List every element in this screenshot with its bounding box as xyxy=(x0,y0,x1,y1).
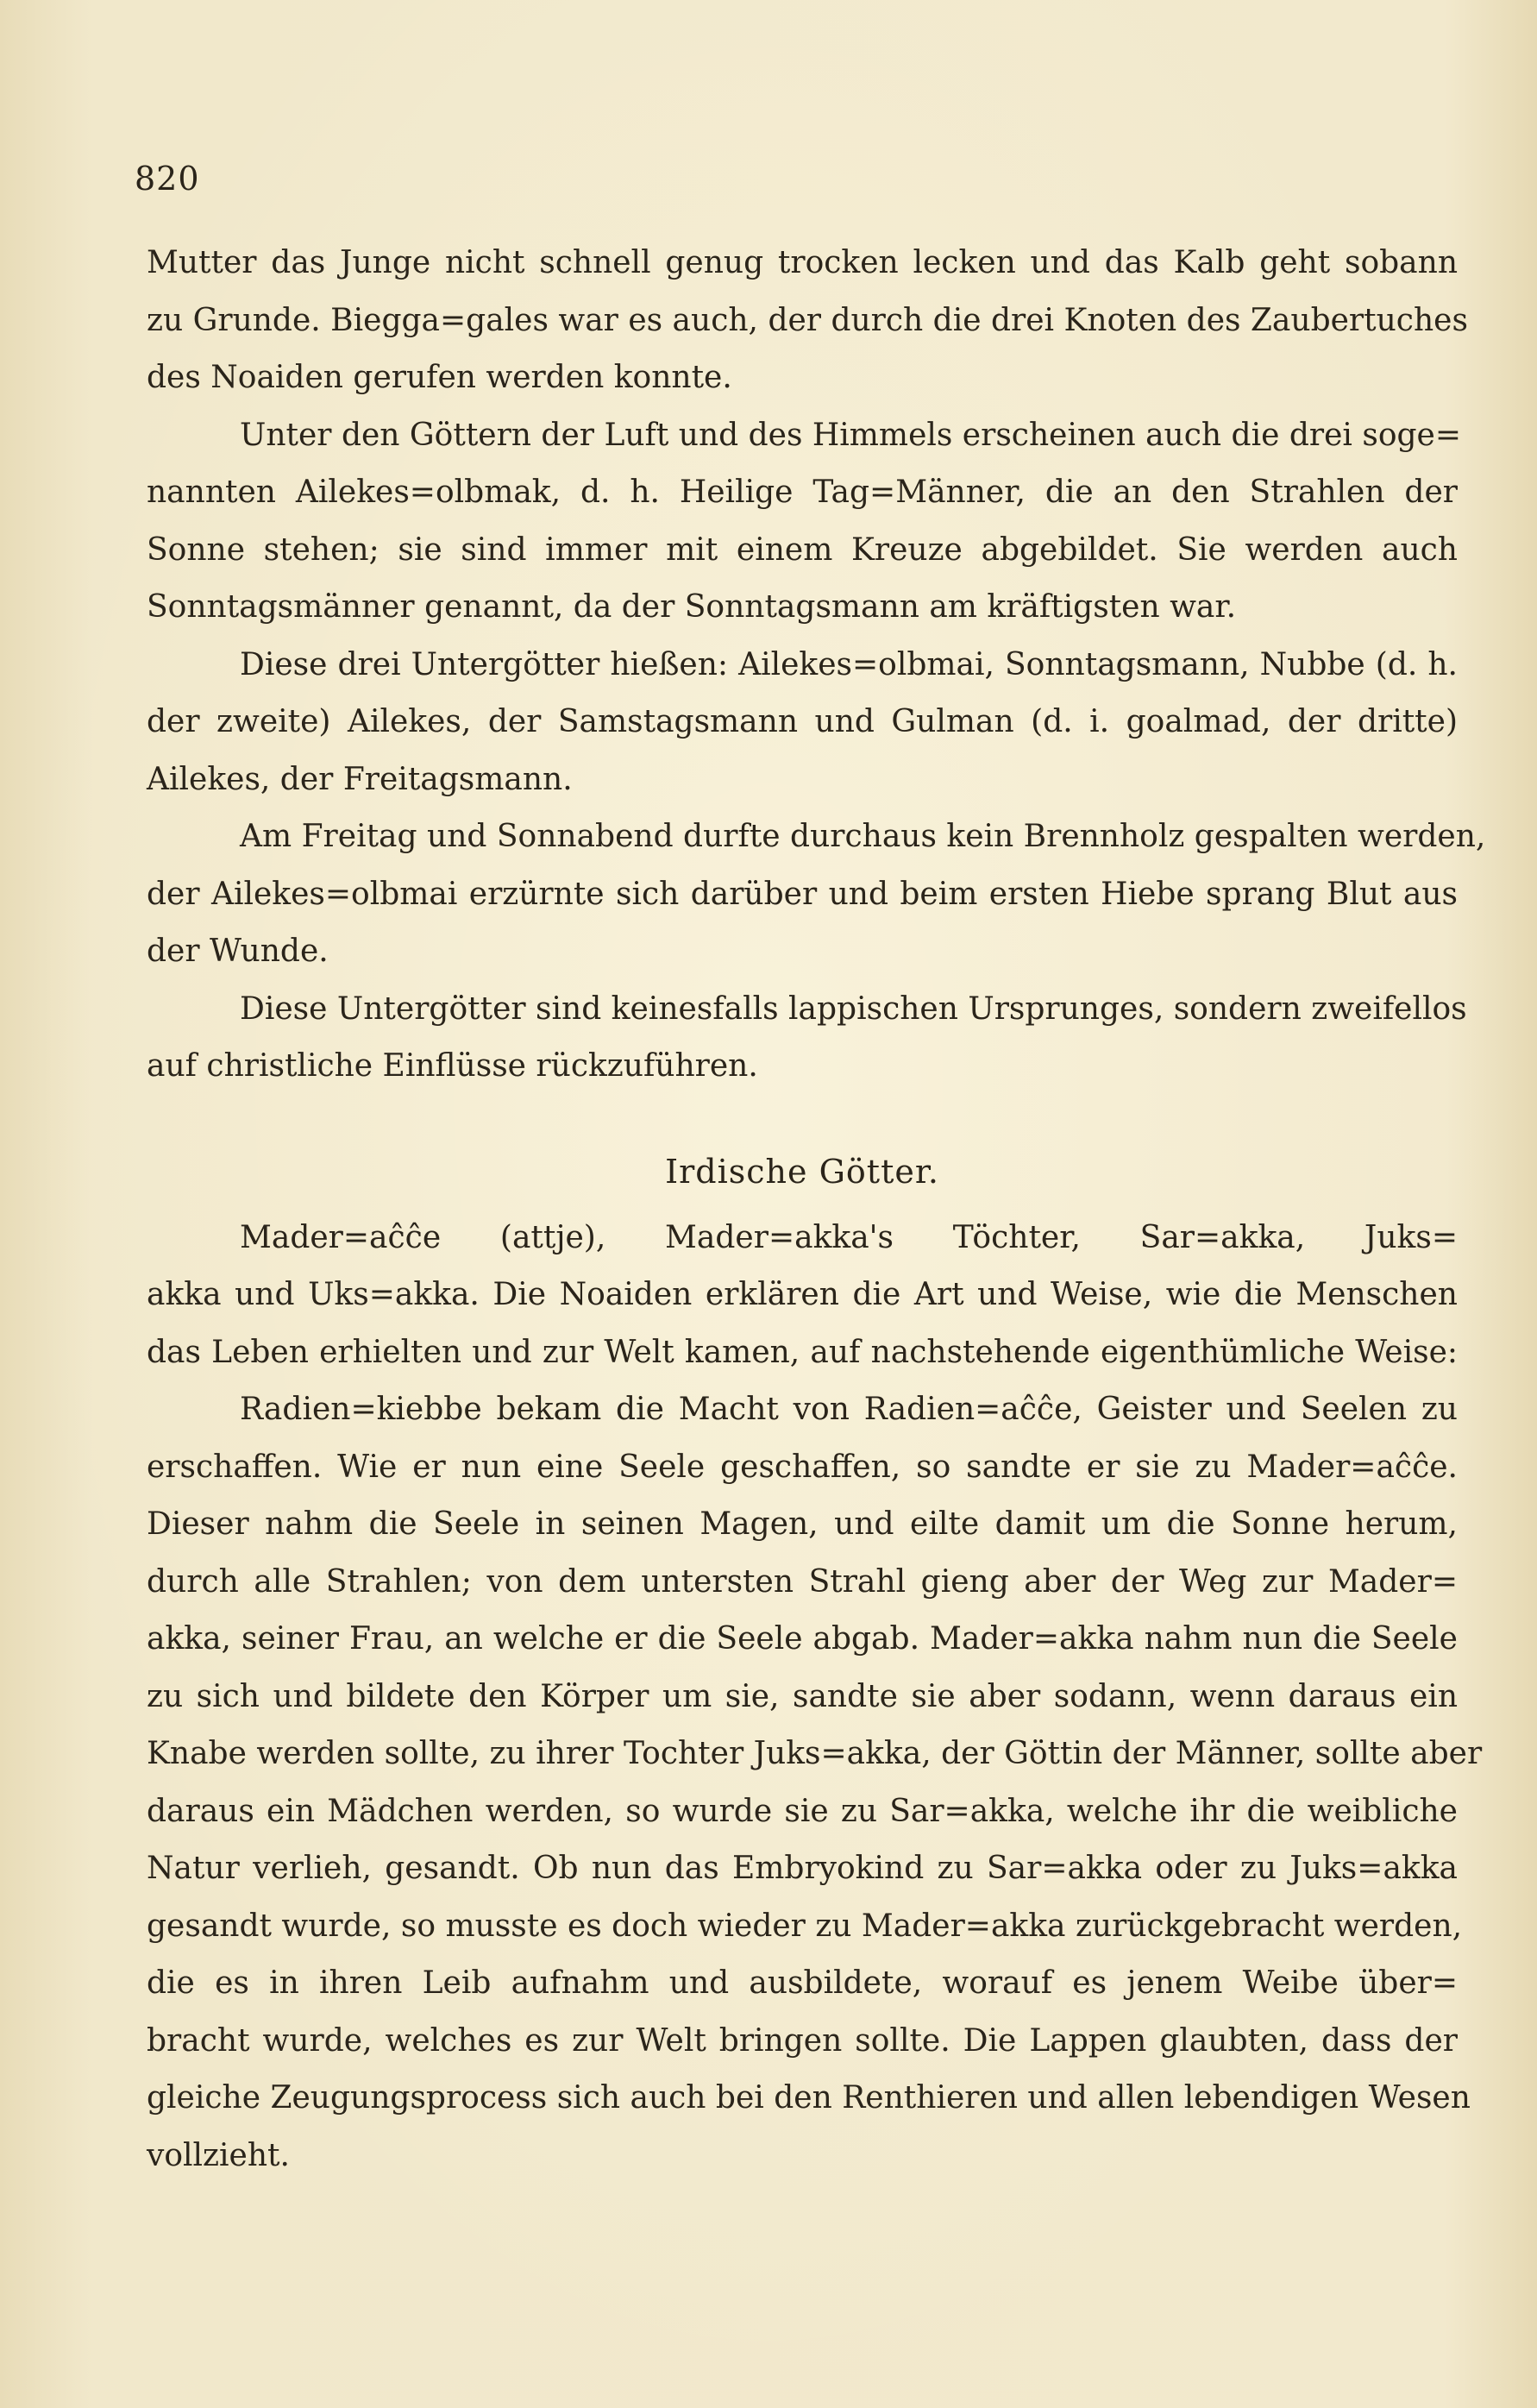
text-line: akka und Uks=akka. Die Noaiden erklären die Art und Weise, wie die Menschen xyxy=(147,1277,1458,1312)
text-line: die es in ihren Leib aufnahm und ausbildete, worauf es jenem Weibe über= xyxy=(147,1965,1458,2001)
text-line: zu sich und bildete den Körper um sie, sandte sie aber sodann, wenn daraus ein xyxy=(147,1678,1458,1714)
text-line: gesandt wurde, so musste es doch wieder zu Mader=akka zurückgebracht werden, xyxy=(147,1908,1463,1944)
text-line: gleiche Zeugungsprocess sich auch bei den Renthieren und allen lebendigen Wesen xyxy=(147,2080,1471,2116)
section-earthly-gods xyxy=(147,1210,1483,2185)
text-line: vollzieht. xyxy=(147,2137,290,2173)
text-line: Mader=aĉĉe (attje), Mader=akka's Töchter, Sar=akka, Juks= xyxy=(240,1219,1458,1255)
body-text xyxy=(147,235,1486,2185)
text-line: Dieser nahm die Seele in seinen Magen, und eilte damit um die Sonne herum, xyxy=(147,1506,1458,1542)
text-line: Mutter das Junge nicht schnell genug trocken lecken und das Kalb geht sobann xyxy=(147,245,1458,280)
text-line: der Wunde. xyxy=(147,934,329,969)
text-line: Sonntagsmänner genannt, da der Sonntagsmann am kräftigsten war. xyxy=(147,589,1237,625)
text-line: das Leben erhielten und zur Welt kamen, auf nachstehende eigenthümliche Weise: xyxy=(147,1334,1458,1370)
section-celestial-gods xyxy=(147,235,1486,1096)
text-line: des Noaiden gerufen werden konnte. xyxy=(147,360,732,395)
text-line: Diese drei Untergötter hießen: Ailekes=olbmai, Sonntagsmann, Nubbe (d. h. xyxy=(240,646,1458,682)
text-line: Unter den Göttern der Luft und des Himmels erscheinen auch die drei soge= xyxy=(240,417,1462,453)
text-line: daraus ein Mädchen werden, so wurde sie zu Sar=akka, welche ihr die weibliche xyxy=(147,1793,1458,1829)
text-line: Diese Untergötter sind keinesfalls lappischen Ursprunges, sondern zweifellos xyxy=(240,990,1467,1027)
section-heading: Irdische Götter. xyxy=(665,1152,939,1191)
text-line: Radien=kiebbe bekam die Macht von Radien=aĉĉe, Geister und Seelen zu xyxy=(240,1392,1458,1427)
text-line: Sonne stehen; sie sind immer mit einem Kreuze abgebildet. Sie werden auch xyxy=(147,531,1458,568)
text-line: der Ailekes=olbmai erzürnte sich darüber und beim ersten Hiebe sprang Blut aus xyxy=(147,876,1458,912)
page-number: 820 xyxy=(135,160,200,198)
text-line: zu Grunde. Biegga=gales war es auch, der durch die drei Knoten des Zaubertuches xyxy=(147,302,1468,338)
text-line: auf christliche Einflüsse rückzuführen. xyxy=(147,1048,758,1084)
text-line: Natur verlieh, gesandt. Ob nun das Embryokind zu Sar=akka oder zu Juks=akka xyxy=(147,1851,1458,1886)
text-line: akka, seiner Frau, an welche er die Seele abgab. Mader=akka nahm nun die Seele xyxy=(147,1621,1458,1657)
text-line: der zweite) Ailekes, der Samstagsmann und Gulman (d. i. goalmad, der dritte) xyxy=(147,704,1458,739)
text-line: Ailekes, der Freitagsmann. xyxy=(147,761,573,797)
text-line: nannten Ailekes=olbmak, d. h. Heilige Tag=Männer, die an den Strahlen der xyxy=(147,475,1458,510)
section-gap xyxy=(147,1096,1458,1134)
text-line: erschaffen. Wie er nun eine Seele geschaffen, so sandte er sie zu Mader=aĉĉe. xyxy=(147,1449,1458,1485)
text-line: bracht wurde, welches es zur Welt bringen sollte. Die Lappen glaubten, dass der xyxy=(147,2022,1458,2059)
text-line: Knabe werden sollte, zu ihrer Tochter Juks=akka, der Göttin der Männer, sollte aber xyxy=(147,1736,1483,1771)
text-line: durch alle Strahlen; von dem untersten Strahl gieng aber der Weg zur Mader= xyxy=(147,1563,1458,1600)
text-line: Am Freitag und Sonnabend durfte durchaus kein Brennholz gespalten werden, xyxy=(240,819,1486,854)
